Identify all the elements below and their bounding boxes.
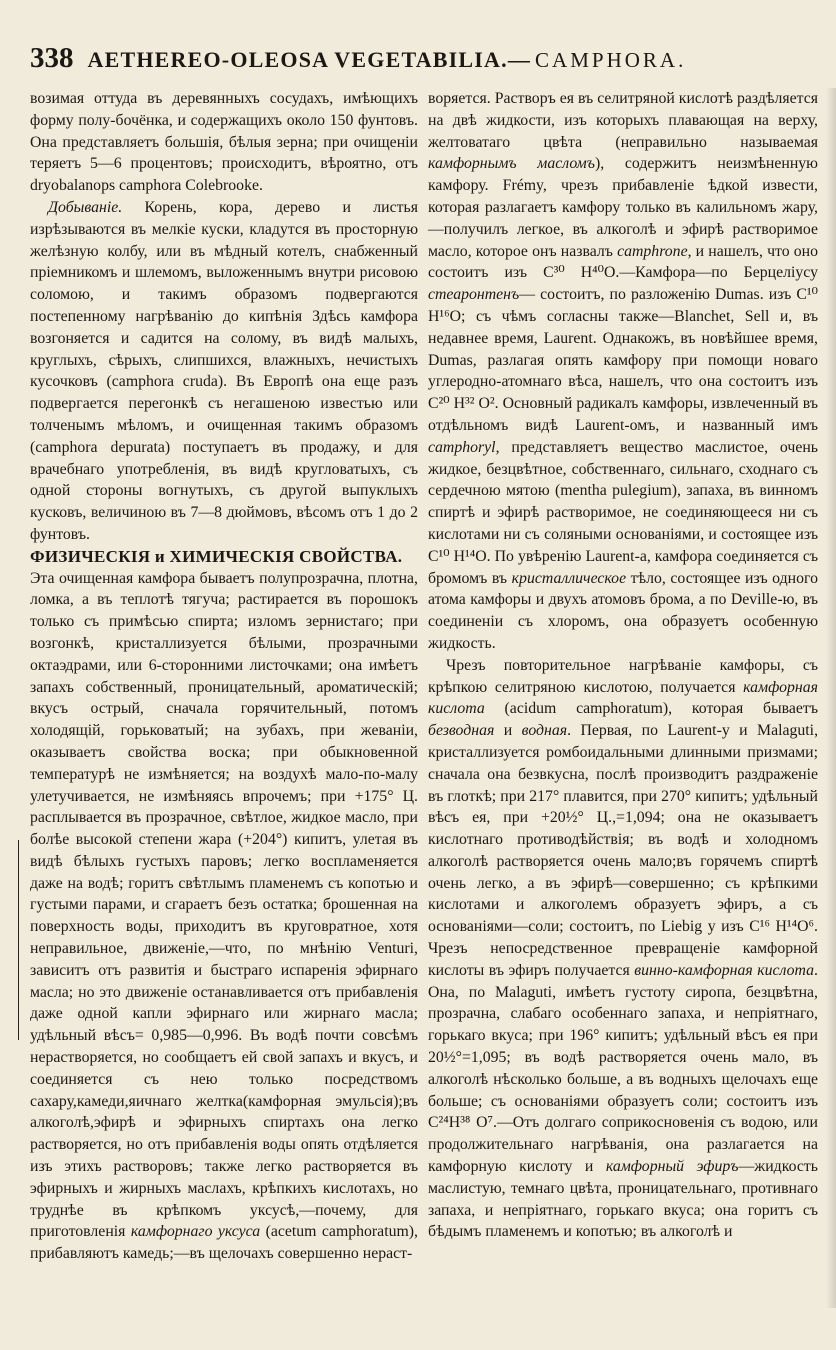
camphor-vinegar-term: камфорнаго уксуса — [130, 1223, 261, 1241]
right-column — [428, 88, 818, 1243]
camphoryl-term: camphoryl — [428, 438, 496, 456]
page-header — [30, 42, 820, 82]
text-run: — состоитъ, по разложенію Dumas. изъ C¹⁰ H¹⁶O; съ чѣмъ согласны также—Blanchet, Sell и, въ недавнее время, Laurent. Однакожъ, въ новѣйшее время, Dumas, разлагая опять камфору при помощи новаго углеродно-атомнаго вѣса, нашелъ, что она состоитъ изъ C²⁰ H³² O². Основный радикалъ камфоры, извлеченный въ отдѣльномъ видѣ Laurent-омъ, и названный имъ — [428, 286, 818, 434]
paragraph-camphoric-acid — [428, 655, 818, 1244]
text-run: , и нашелъ, что оно состоитъ изъ C³⁰ H⁴⁰O.—Камфора—по Берцеліусу — [428, 242, 819, 282]
text-run: воряется. Растворъ ея въ селитряной кислотѣ раздѣляется на двѣ жидкости, изъ которыхъ плавающая на верху, желтоватаго цвѣта (неправильно называемая — [428, 90, 818, 151]
paragraph-continued — [428, 88, 818, 655]
page-number: 338 — [30, 42, 74, 74]
text-run: (acidum camphoratum), которая бываетъ — [504, 700, 818, 718]
text-run: ), содержитъ неизмѣненную камфору. Frémy, чрезъ прибавленіе ѣдкой извести, которая разлагаетъ камфору только въ калильномъ жару,—получилъ легкое, въ алкоголѣ и эфирѣ растворимое масло, которое онъ назвалъ — [428, 155, 818, 260]
text-run: тѣло, состоящее изъ одного атома камфоры и двухъ атомовъ брома, а по Deville-ю, въ соединеніи съ хлоромъ, она образуетъ особенную жидкость. — [428, 569, 818, 652]
camphor-ether-term: камфорный эфиръ — [605, 1158, 739, 1176]
text-run: . Она, по Malaguti, имѣетъ густоту сиропа, безцвѣтна, прозрачна, слабаго особеннаго запаха, и непріятнаго, горькаго вкуса; при 196° кипитъ; удѣльный вѣсъ ея при 20½°=1,095; въ водѣ растворяется очень мало, въ алкоголѣ нѣсколько больше, а въ водныхъ щелочахъ еще больше; съ основаніями образуетъ соли; состоитъ изъ C²⁴H³⁸ O⁷.—Отъ долгаго соприкосновенія съ водою, или продолжительнаго нагрѣванія, она разлагается на камфорную кислоту и — [428, 961, 818, 1176]
left-column — [30, 88, 418, 1265]
section-heading: ФИЗИЧЕСКІЯ и ХИМИЧЕСКІЯ СВОЙСТВА. — [30, 546, 403, 566]
text-run: —жидкость маслистую, темнаго цвѣта, проницательнаго, противнаго запаха, и непріятнаго, горькаго вкуса; она горитъ съ бѣдымъ пламенемъ и копотью; въ алкоголѣ и — [428, 1158, 818, 1241]
paragraph-obtaining — [30, 197, 418, 546]
running-title: AETHEREO-OLEOSA VEGETABILIA.— — [87, 47, 532, 72]
anhydrous-term: безводная — [428, 722, 495, 740]
paragraph-intro: возимая оттуда въ деревянныхъ сосудахъ, имѣющихъ форму полу-бочёнка, и содержащихъ около 150 фунтовъ. Она представляетъ большія, бѣлыя зерна; при очищеніи теряетъ 5—6 процентовъ; происходитъ, вѣроятно, отъ dryobalanops camphora Colebrooke. — [30, 90, 418, 195]
running-title-section: CAMPHORA. — [535, 48, 687, 72]
margin-bracket-mark — [18, 840, 22, 1040]
text-run: , представляетъ вещество маслистое, очень жидкое, безцвѣтное, собственнаго, сильнаго, сходнаго съ сердечною мятою (mentha pulegium), запаха, въ винномъ спиртѣ и эфирѣ растворимое, не соединяющееся ни съ кислотами ни съ соляными основаніями, и состоящее изъ C¹⁰ H¹⁴O. По увѣренію Laurent-а, камфора соединяется съ бромомъ въ — [428, 438, 818, 587]
text-run: и — [503, 722, 513, 740]
camphoric-acid-term: камфорная кислота — [428, 678, 818, 718]
crystalline-term: кристаллическое — [511, 569, 627, 587]
properties-text: Эта очищенная камфора бываетъ полупрозрачна, плотна, ломка, а въ теплотѣ тягуча; растирается въ порошокъ только съ примѣсью спирта; изломъ зернистаго; при возгонкѣ, кристаллизуется бѣлыми, прозрачными октаэдрами, или 6-сторонними листочками; она имѣетъ запахъ собственный, проницательный, ароматическій; вкусъ острый, сначала горячительный, потомъ холодящій, горьковатый; на зубахъ, при жеваніи, оказываетъ свойства воска; при обыкновенной температурѣ не измѣняется; на воздухѣ мало-по-малу улетучивается, не измѣняясь впрочемъ; при +175° Ц. расплывается въ прозрачное, свѣтлое, жидкое масло, при болѣе высокой степени жара (+204°) кипитъ, улетая въ видѣ бѣлыхъ густыхъ паровъ; легко воспламеняется даже на водѣ; горитъ свѣтлымъ пламенемъ съ копотью и густыми парами, и сгараетъ безъ остатка; брошенная на поверхность воды, приходитъ въ круговратное, хотя неправильное, движеніе,—что, по мнѣнію Venturi, зависитъ отъ развитія и быстраго испаренія эфирнаго масла; но это движеніе останавливается отъ прибавленія даже одной капли эфирнаго или жирнаго масла; удѣльный вѣсъ= 0,985—0,996. Въ водѣ почти совсѣмъ нерастворяется, но сообщаетъ ей свой запахъ и вкусъ, и соединяется съ нею только посредствомъ сахару,камеди,яичнаго желтка(камфорная эмульсія);въ алкоголѣ,эфирѣ и эфирныхъ спиртахъ она легко растворяется, но отъ прибавленія воды опять отдѣляется изъ этихъ растворовъ; также легко растворяется въ эфирныхъ и жирныхъ маслахъ, крѣпкихъ кислотахъ, но труднѣе въ крѣпкомъ уксусѣ,—почему, для приготовленія — [30, 569, 418, 1241]
properties-end: (acetum camphoratum), прибавляютъ камедь;—въ щелочахъ совершенно нераст- — [30, 1223, 418, 1263]
page-edge-shadow — [826, 88, 836, 1308]
obtaining-label: Добываніе. — [48, 198, 123, 216]
obtaining-text: Корень, кора, дерево и листья изрѣзываются въ мелкіе куски, кладутся въ просторную желѣзную колбу, или въ мѣдный котелъ, снабженный пріемникомъ и шлемомъ, выложеннымъ внутри рисовою соломою, и такимъ образомъ подвергаются постепенному нагрѣванію до кипѣнія Здѣсь камфора возгоняется и садится на солому, въ видѣ малыхъ, круглыхъ, сѣрыхъ, слипшихся, влажныхъ, нечистыхъ кусочковъ (camphora cruda). Въ Европѣ она еще разъ подвергается перегонкѣ съ негашеною известью или толченымъ мѣломъ, и очищенная такимъ образомъ (camphora depurata) поступаетъ въ продажу, и для врачебнаго употребленія, въ видѣ кругловатыхъ, съ одной стороны вогнутыхъ, съ другой выпуклыхъ кусковъ, величиною въ 7—8 дюймовъ, вѣсомъ отъ 1 до 2 фунтовъ. — [30, 198, 418, 543]
text-run: . Первая, по Laurent-у и Malaguti, кристаллизуется ромбоидальными длинными призмами; сначала она безвкусна, послѣ производитъ раздраженіе въ глоткѣ; при 217° плавится, при 270° кипитъ; удѣльный вѣсъ ея, при +20½° Ц.,=1,094; она не оказываетъ кислотнаго противодѣйствія; въ водѣ и холодномъ алкоголѣ растворяется очень мало;въ горячемъ спиртѣ очень легко, а въ эфирѣ—совершенно; съ крѣпкими кислотами и алкоголемъ образуетъ эфиръ, а съ основаніями—соли; состоитъ, по Liebig у изъ C¹⁶ H¹⁴O⁶. Чрезъ непосредственное превращеніе камфорной кислоты въ эфиръ получается — [428, 722, 819, 979]
camphrone-term: camphrone — [617, 242, 688, 260]
paragraph-properties — [30, 568, 418, 1266]
wine-camphoric-acid-term: винно-камфорная кислота — [634, 961, 815, 979]
aqueous-term: водная — [521, 722, 568, 740]
stearopten-term: стеаронтенъ — [428, 286, 520, 304]
camphor-oil-term: камфорнымъ масломъ — [428, 155, 595, 173]
text-run: Чрезъ повторительное нагрѣваніе камфоры, съ крѣпкою селитряною кислотою, получается — [428, 656, 818, 696]
